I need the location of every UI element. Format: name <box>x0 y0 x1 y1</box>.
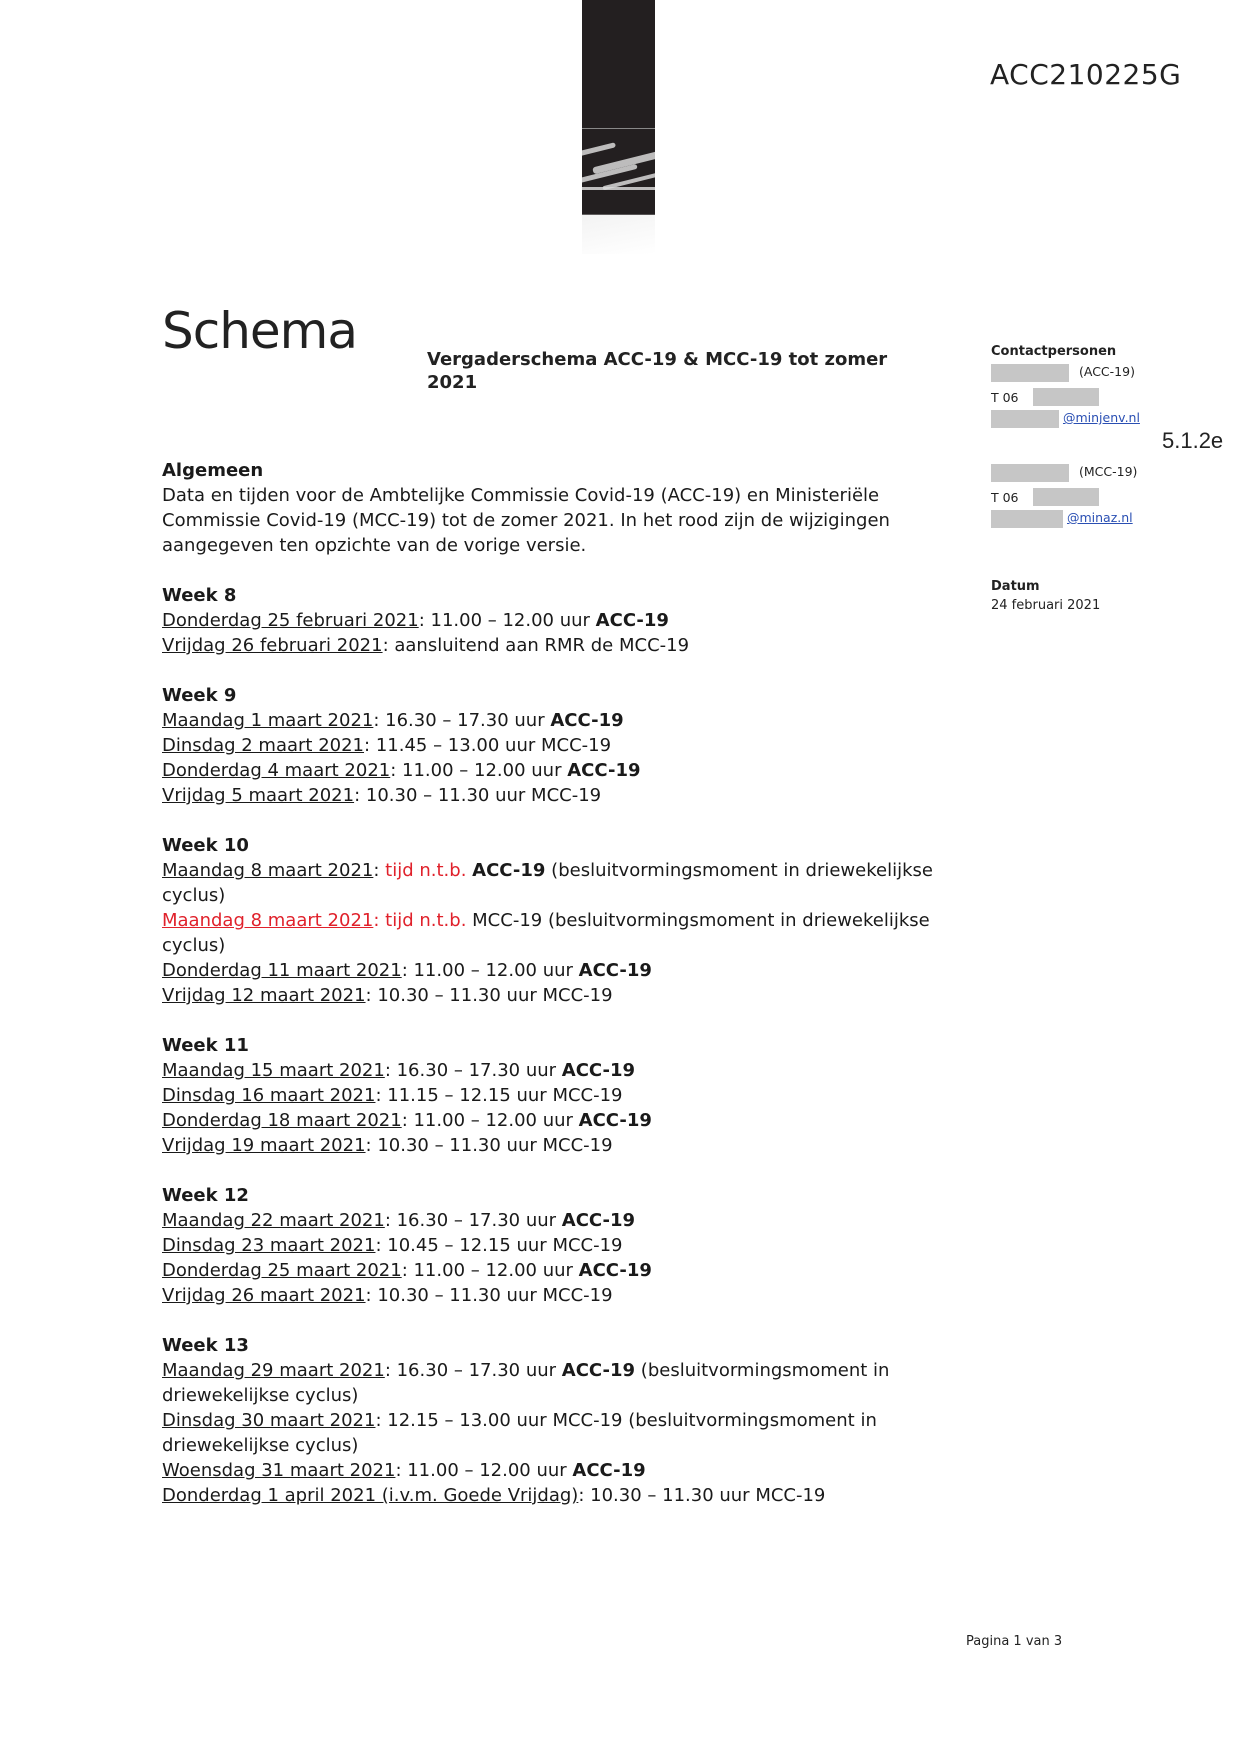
meeting-date: Donderdag 4 maart 2021 <box>162 760 391 781</box>
intro-section <box>162 458 942 558</box>
meeting-entry <box>162 1458 942 1483</box>
week-heading: Week 11 <box>162 1035 249 1056</box>
redaction-box <box>991 464 1069 482</box>
meeting-committee: MCC-19 <box>542 1135 613 1156</box>
week-section <box>162 683 942 808</box>
meeting-time: 16.30 – 17.30 uur <box>385 710 551 731</box>
separator: : <box>375 1410 388 1431</box>
meeting-entry <box>162 1283 942 1308</box>
meeting-time: 16.30 – 17.30 uur <box>396 1360 562 1381</box>
redaction-box <box>991 364 1069 382</box>
separator: : <box>365 1285 378 1306</box>
date-block <box>991 577 1100 615</box>
contact-mcc-phone <box>991 488 1211 508</box>
page-number: Pagina 1 van 3 <box>966 1634 1063 1649</box>
meeting-entry <box>162 633 942 658</box>
separator: : <box>578 1485 591 1506</box>
meeting-committee: ACC-19 <box>578 960 652 981</box>
meeting-date: Woensdag 31 maart 2021 <box>162 1460 396 1481</box>
government-logo-bar <box>582 0 655 128</box>
meeting-committee: MCC-19 <box>542 1285 613 1306</box>
meeting-entry <box>162 708 942 733</box>
meeting-note: (besluitvormingsmoment in driewekelijkse cyclus) <box>162 1410 877 1456</box>
meeting-committee: ACC-19 <box>561 1210 636 1231</box>
meeting-committee: MCC-19 <box>552 1235 623 1256</box>
meeting-time: 11.45 – 13.00 uur <box>375 735 541 756</box>
document-body <box>162 458 942 1533</box>
meeting-date: Donderdag 1 april 2021 (i.v.m. Goede Vrijdag) <box>162 1485 579 1506</box>
meeting-date: Donderdag 25 maart 2021 <box>162 1260 402 1281</box>
separator: : <box>384 1060 397 1081</box>
meeting-time: 11.00 – 12.00 uur <box>413 1110 579 1131</box>
separator: : <box>401 1110 414 1131</box>
meeting-time: 11.00 – 12.00 uur <box>413 1260 579 1281</box>
document-id: ACC210225G <box>990 58 1182 91</box>
week-heading: Week 13 <box>162 1335 249 1356</box>
separator: : <box>401 960 414 981</box>
meeting-time: 12.15 – 13.00 uur <box>387 1410 553 1431</box>
meeting-entry <box>162 1108 942 1133</box>
redaction-box <box>1033 488 1099 506</box>
separator: : <box>365 985 378 1006</box>
meeting-entry <box>162 1208 942 1233</box>
redaction-box <box>1033 388 1099 406</box>
meeting-committee: MCC-19 <box>618 635 690 656</box>
meeting-entry <box>162 1358 942 1408</box>
redaction-box <box>991 410 1059 428</box>
intro-text: Data en tijden voor de Ambtelijke Commissie Covid-19 (ACC-19) en Ministeriële Commissie Covid-19 (MCC-19) tot de zomer 2021. In het rood zijn de wijzigingen aangegeven ten opzichte van de vorige versie. <box>162 485 890 556</box>
separator: : <box>375 1235 388 1256</box>
meeting-date: Dinsdag 16 maart 2021 <box>162 1085 376 1106</box>
meeting-date: Dinsdag 2 maart 2021 <box>162 735 365 756</box>
meeting-date: Vrijdag 19 maart 2021 <box>162 1135 366 1156</box>
meeting-note: (besluitvormingsmoment in driewekelijkse cyclus) <box>162 860 933 906</box>
meeting-entry <box>162 908 942 958</box>
meeting-date: Maandag 22 maart 2021 <box>162 1210 385 1231</box>
separator: : <box>375 1085 388 1106</box>
week-section <box>162 1183 942 1308</box>
meeting-date: Donderdag 18 maart 2021 <box>162 1110 402 1131</box>
meeting-time: 10.30 – 11.30 uur <box>377 985 543 1006</box>
meeting-date: Dinsdag 23 maart 2021 <box>162 1235 376 1256</box>
meeting-entry <box>162 1483 942 1508</box>
redaction-code: 5.1.2e <box>1162 428 1224 453</box>
separator: : <box>354 785 366 806</box>
meeting-date: Donderdag 25 februari 2021 <box>162 610 419 631</box>
meeting-date: Maandag 1 maart 2021 <box>162 710 374 731</box>
meeting-time: 10.45 – 12.15 uur <box>387 1235 553 1256</box>
separator: : <box>384 1210 397 1231</box>
meeting-entry <box>162 608 942 633</box>
meeting-committee: ACC-19 <box>561 1060 636 1081</box>
meeting-time: 10.30 – 11.30 uur <box>377 1135 543 1156</box>
meeting-entry <box>162 958 942 983</box>
meeting-entry <box>162 758 942 783</box>
meeting-time: 10.30 – 11.30 uur <box>590 1485 756 1506</box>
week-section <box>162 1033 942 1158</box>
meeting-date: Maandag 8 maart 2021 <box>162 860 374 881</box>
week-heading: Week 8 <box>162 585 237 606</box>
separator: : <box>395 1460 408 1481</box>
intro-heading: Algemeen <box>162 460 264 481</box>
meeting-entry <box>162 1058 942 1083</box>
week-section <box>162 1333 942 1508</box>
meeting-committee: ACC-19 <box>561 1360 636 1381</box>
separator: : <box>364 735 376 756</box>
meeting-date: Vrijdag 26 maart 2021 <box>162 1285 366 1306</box>
email-link[interactable]: @minaz.nl <box>1066 510 1133 525</box>
meeting-entry <box>162 1083 942 1108</box>
phone-prefix: T 06 <box>991 490 1019 505</box>
meeting-time: tijd n.t.b. <box>385 860 473 881</box>
meeting-committee: MCC-19 <box>552 1085 623 1106</box>
separator: : <box>373 710 386 731</box>
contact-acc-name <box>991 362 1211 382</box>
meeting-date: Maandag 29 maart 2021 <box>162 1360 385 1381</box>
meeting-time: 11.00 – 12.00 uur <box>407 1460 573 1481</box>
date-value: 24 februari 2021 <box>991 598 1101 613</box>
contact-role: (MCC-19) <box>1078 464 1138 479</box>
week-section <box>162 833 942 1008</box>
meeting-committee: MCC-19 <box>531 785 602 806</box>
separator: : <box>373 910 386 931</box>
meeting-committee: ACC-19 <box>572 1460 646 1481</box>
meeting-date: Vrijdag 26 februari 2021 <box>162 635 383 656</box>
meeting-date: Vrijdag 12 maart 2021 <box>162 985 366 1006</box>
meeting-date: Donderdag 11 maart 2021 <box>162 960 402 981</box>
separator: : <box>384 1360 397 1381</box>
meeting-time: aansluitend aan RMR de <box>394 635 619 656</box>
date-label: Datum <box>991 579 1040 594</box>
meeting-time: 11.00 – 12.00 uur <box>413 960 579 981</box>
meeting-committee: MCC-19 <box>552 1410 623 1431</box>
meeting-time: 16.30 – 17.30 uur <box>396 1060 562 1081</box>
meeting-committee: MCC-19 <box>755 1485 826 1506</box>
meeting-committee: ACC-19 <box>472 860 546 881</box>
meeting-committee: ACC-19 <box>550 710 624 731</box>
meeting-committee: ACC-19 <box>578 1110 652 1131</box>
contact-role: (ACC-19) <box>1078 364 1135 379</box>
meeting-date: Maandag 15 maart 2021 <box>162 1060 385 1081</box>
week-section <box>162 583 942 658</box>
separator: : <box>382 635 395 656</box>
contact-mcc-email <box>991 508 1211 528</box>
meeting-time: 10.30 – 11.30 uur <box>377 1285 543 1306</box>
meeting-committee: MCC-19 <box>540 735 612 756</box>
government-logo-emblem <box>582 128 655 215</box>
week-heading: Week 10 <box>162 835 249 856</box>
meeting-note: (besluitvormingsmoment in driewekelijkse cyclus) <box>162 1360 890 1406</box>
week-heading: Week 12 <box>162 1185 249 1206</box>
contact-acc-phone <box>991 388 1211 408</box>
phone-prefix: T 06 <box>991 390 1019 405</box>
meeting-time: 10.30 – 11.30 uur <box>365 785 532 806</box>
week-heading: Week 9 <box>162 685 237 706</box>
meeting-time: 16.30 – 17.30 uur <box>396 1210 562 1231</box>
separator: : <box>373 860 386 881</box>
meeting-committee: ACC-19 <box>567 760 641 781</box>
email-link[interactable]: @minjenv.nl <box>1062 410 1140 425</box>
meeting-entry <box>162 733 942 758</box>
meeting-committee: MCC-19 <box>542 985 613 1006</box>
redaction-box <box>991 510 1063 528</box>
meeting-time: tijd n.t.b. <box>385 910 473 931</box>
meeting-entry <box>162 1258 942 1283</box>
separator: : <box>401 1260 414 1281</box>
meeting-entry <box>162 983 942 1008</box>
contacts-label: Contactpersonen <box>991 344 1117 359</box>
meeting-entry <box>162 1133 942 1158</box>
logo-reflection <box>582 214 655 254</box>
meeting-committee: MCC-19 <box>472 910 543 931</box>
meeting-date: Maandag 8 maart 2021 <box>162 910 374 931</box>
document-subtitle: Vergaderschema ACC-19 & MCC-19 tot zomer 2021 <box>427 349 888 393</box>
meeting-entry <box>162 858 942 908</box>
meeting-committee: ACC-19 <box>578 1260 652 1281</box>
meeting-date: Vrijdag 5 maart 2021 <box>162 785 355 806</box>
separator: : <box>390 760 403 781</box>
contact-acc-email <box>991 408 1211 428</box>
separator: : <box>365 1135 378 1156</box>
meeting-time: 11.00 – 12.00 uur <box>430 610 596 631</box>
meeting-time: 11.00 – 12.00 uur <box>402 760 568 781</box>
meeting-entry <box>162 783 942 808</box>
separator: : <box>418 610 431 631</box>
meeting-entry <box>162 1408 942 1458</box>
meeting-time: 11.15 – 12.15 uur <box>387 1085 553 1106</box>
page-title: Schema <box>162 302 358 360</box>
meeting-date: Dinsdag 30 maart 2021 <box>162 1410 376 1431</box>
contact-mcc-name <box>991 462 1211 482</box>
meeting-entry <box>162 1233 942 1258</box>
meeting-note: (besluitvormingsmoment in driewekelijkse cyclus) <box>162 910 930 956</box>
meeting-committee: ACC-19 <box>595 610 669 631</box>
weeks-list <box>162 583 942 1508</box>
